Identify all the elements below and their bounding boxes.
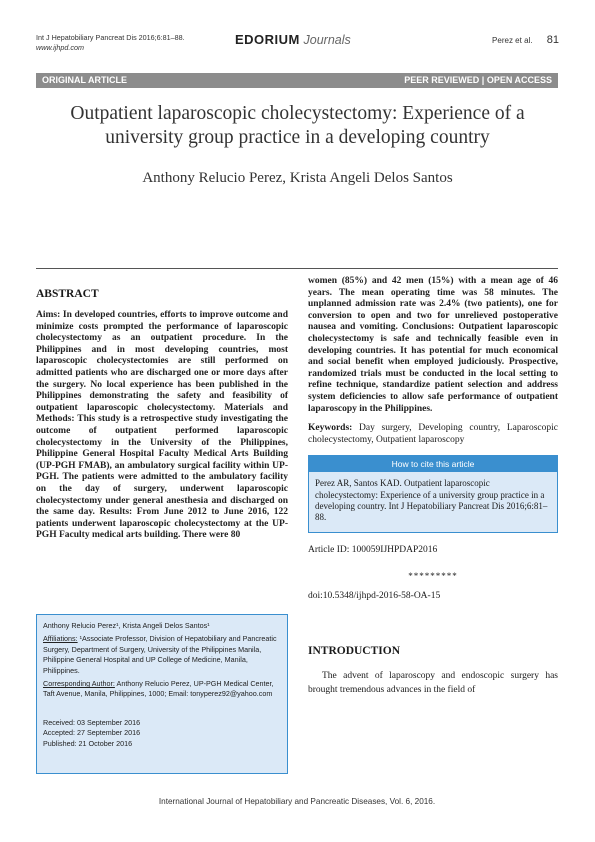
running-authors: Perez et al. <box>492 36 533 45</box>
access-type: PEER REVIEWED | OPEN ACCESS <box>404 75 552 85</box>
page-footer: International Journal of Hepatobiliary and Pancreatic Diseases, Vol. 6, 2016. <box>158 797 436 806</box>
logo-suffix: Journals <box>303 33 351 47</box>
left-column <box>36 288 288 542</box>
introduction-heading: INTRODUCTION <box>308 645 401 658</box>
abstract-heading: ABSTRACT <box>36 288 99 300</box>
affiliations <box>43 634 281 676</box>
abstract-text-part1: Aims: In developed countries, efforts to improve outcome and minimize costs prompted the performance of laparoscopic cholecystectomy as an outpatient procedure. In the Philippines and in most developing countries, most laparoscopic cholecystectomies are still performed on admitted patients who are discharged one or more days after the surgery. No local experience has been published in the Philippines demonstrating the safety and feasibility of outpatient laparoscopic cholecystectomy. Materials and Methods: This study is a retrospective study investigating the outcome of outpatient performed laparoscopic cholecystectomy in the University of the Philippines, Philippine General Hospital Faculty Medical Arts Building (UP-PGH FMAB), an ambulatory surgical facility within UP-PGH. The patients were admitted to the ambulatory facility on the day of surgery, underwent laparoscopic cholecystectomy under general anesthesia and discharged on the same day. Results: From June 2012 to June 2016, 122 patients underwent laparoscopic cholecystectomy at the UP-PGH Faculty medical arts building. There were 80 <box>36 310 288 541</box>
keywords-text: Day surgery, Developing country, Laparoscopic cholecystectomy, Outpatient laparoscopy <box>308 423 558 445</box>
how-to-cite-box <box>308 455 558 533</box>
affiliations-text: ¹Associate Professor, Division of Hepatobiliary and Pancreatic Surgery, Department of Surgery, University of the Philippines Manila, Philippine General Hospital and UP College of Medicine, Manila, Philippines. <box>43 634 277 675</box>
article-authors: Anthony Relucio Perez, Krista Angeli Delos Santos <box>142 170 453 186</box>
published-date: Published: 21 October 2016 <box>43 738 133 748</box>
journal-citation <box>36 33 185 53</box>
article-type-banner <box>36 73 558 88</box>
corresponding-author <box>43 679 281 700</box>
logo-brand: EDORIUM <box>235 32 300 47</box>
affiliations-label: Affiliations: <box>43 634 78 644</box>
how-to-cite-heading: How to cite this article <box>309 456 557 472</box>
running-header <box>492 34 559 46</box>
publisher-logo <box>235 32 351 47</box>
article-dates <box>43 718 281 749</box>
article-title: Outpatient laparoscopic cholecystectomy: Experience of a university group practice in a developing country <box>70 103 525 148</box>
page-number: 81 <box>546 34 559 46</box>
article-type: ORIGINAL ARTICLE <box>42 75 127 85</box>
keywords-label: Keywords: <box>308 423 353 434</box>
article-id: Article ID: 100059IJHPDAP2016 <box>308 545 438 556</box>
how-to-cite-text: Perez AR, Santos KAD. Outpatient laparoscopic cholecystectomy: Experience of a university group practice in a developing country. Int J Hepatobiliary Pancreat Dis 2016;6:81–88. <box>309 472 557 532</box>
abstract-text-part2: women (85%) and 42 men (15%) with a mean age of 46 years. The mean operating time was 58 minutes. The unplanned admission rate was 2.4% (two patients), one for conversion to open and two for unrelieved postoperative nausea and vomiting. Conclusions: Outpatient laparoscopic cholecystectomy is safe and technically feasible even in developing countries. It has potential for much economical and social benefit when employed judiciously. Prospective, randomized trials must be conducted in the local setting to refine technique, standardize patient selection and address system deficiencies to allow safe performance of outpatient laparoscopy in the Philippines. <box>308 276 558 414</box>
doi-link[interactable]: doi:10.5348/ijhpd-2016-58-OA-15 <box>308 591 441 602</box>
corresponding-text: Anthony Relucio Perez, UP-PGH Medical Center, Taft Avenue, Manila, Philippines, 1000; Email: tonyperez92@yahoo.com <box>43 679 274 699</box>
accepted-date: Accepted: 27 September 2016 <box>43 728 141 738</box>
separator-stars: ********* <box>408 571 458 582</box>
section-divider <box>36 268 558 269</box>
received-date: Received: 03 September 2016 <box>43 717 141 727</box>
corresponding-label: Corresponding Author: <box>43 679 115 689</box>
introduction-text: The advent of laparoscopy and endoscopic surgery has brought tremendous advances in the field of <box>308 671 558 696</box>
right-column <box>308 276 558 697</box>
author-names: Anthony Relucio Perez¹, Krista Angeli Delos Santos¹ <box>43 621 210 630</box>
journal-url[interactable]: www.ijhpd.com <box>36 43 84 52</box>
author-info-box <box>36 614 288 774</box>
keywords <box>308 423 558 446</box>
citation-line: Int J Hepatobiliary Pancreat Dis 2016;6:81–88. <box>36 33 185 42</box>
